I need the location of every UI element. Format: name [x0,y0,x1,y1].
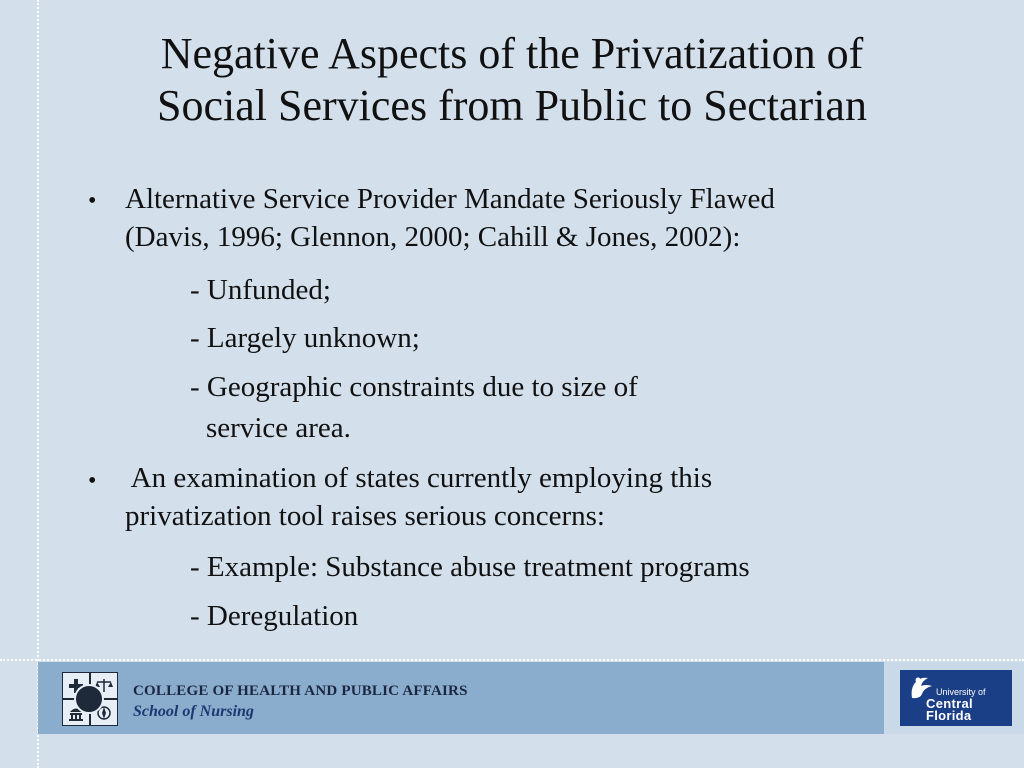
school-name: School of Nursing [133,703,254,720]
footer-dotted-rule [0,659,1024,661]
bullet-2-subitem-1: - Example: Substance abuse treatment programs [190,551,750,583]
ucf-university-of: University of [936,687,986,697]
college-name: COLLEGE OF HEALTH AND PUBLIC AFFAIRS [133,683,468,699]
bullet-2 [125,459,925,535]
ucf-florida: Florida [926,708,972,723]
bullet-1-subitem-2: - Largely unknown; [190,322,420,354]
bullet-1-line-1: Alternative Service Provider Mandate Seriously Flawed [125,183,775,215]
bullet-1-subitem-3-continuation: service area. [206,412,351,444]
bullet-marker: • [88,468,97,494]
slide-title [60,28,964,132]
bullet-2-line-1: An examination of states currently employing this [125,462,713,494]
bullet-1-line-2: (Davis, 1996; Glennon, 2000; Cahill & Jones, 2002): [125,221,741,253]
slide-title-line-1: Negative Aspects of the Privatization of [160,29,864,78]
bullet-1 [125,180,925,256]
bullet-2-subitem-2: - Deregulation [190,600,359,632]
slide-title-line-2: Social Services from Public to Sectarian [157,81,867,130]
ucf-central: Central [926,696,973,711]
bullet-2-line-2: privatization tool raises serious concerns: [125,500,605,532]
left-dotted-rule [37,0,39,768]
bullet-1-subitem-1: - Unfunded; [190,274,331,306]
bullet-marker: • [88,188,97,214]
bullet-1-subitem-3: - Geographic constraints due to size of [190,371,638,403]
emblem-center-circle [74,684,104,714]
